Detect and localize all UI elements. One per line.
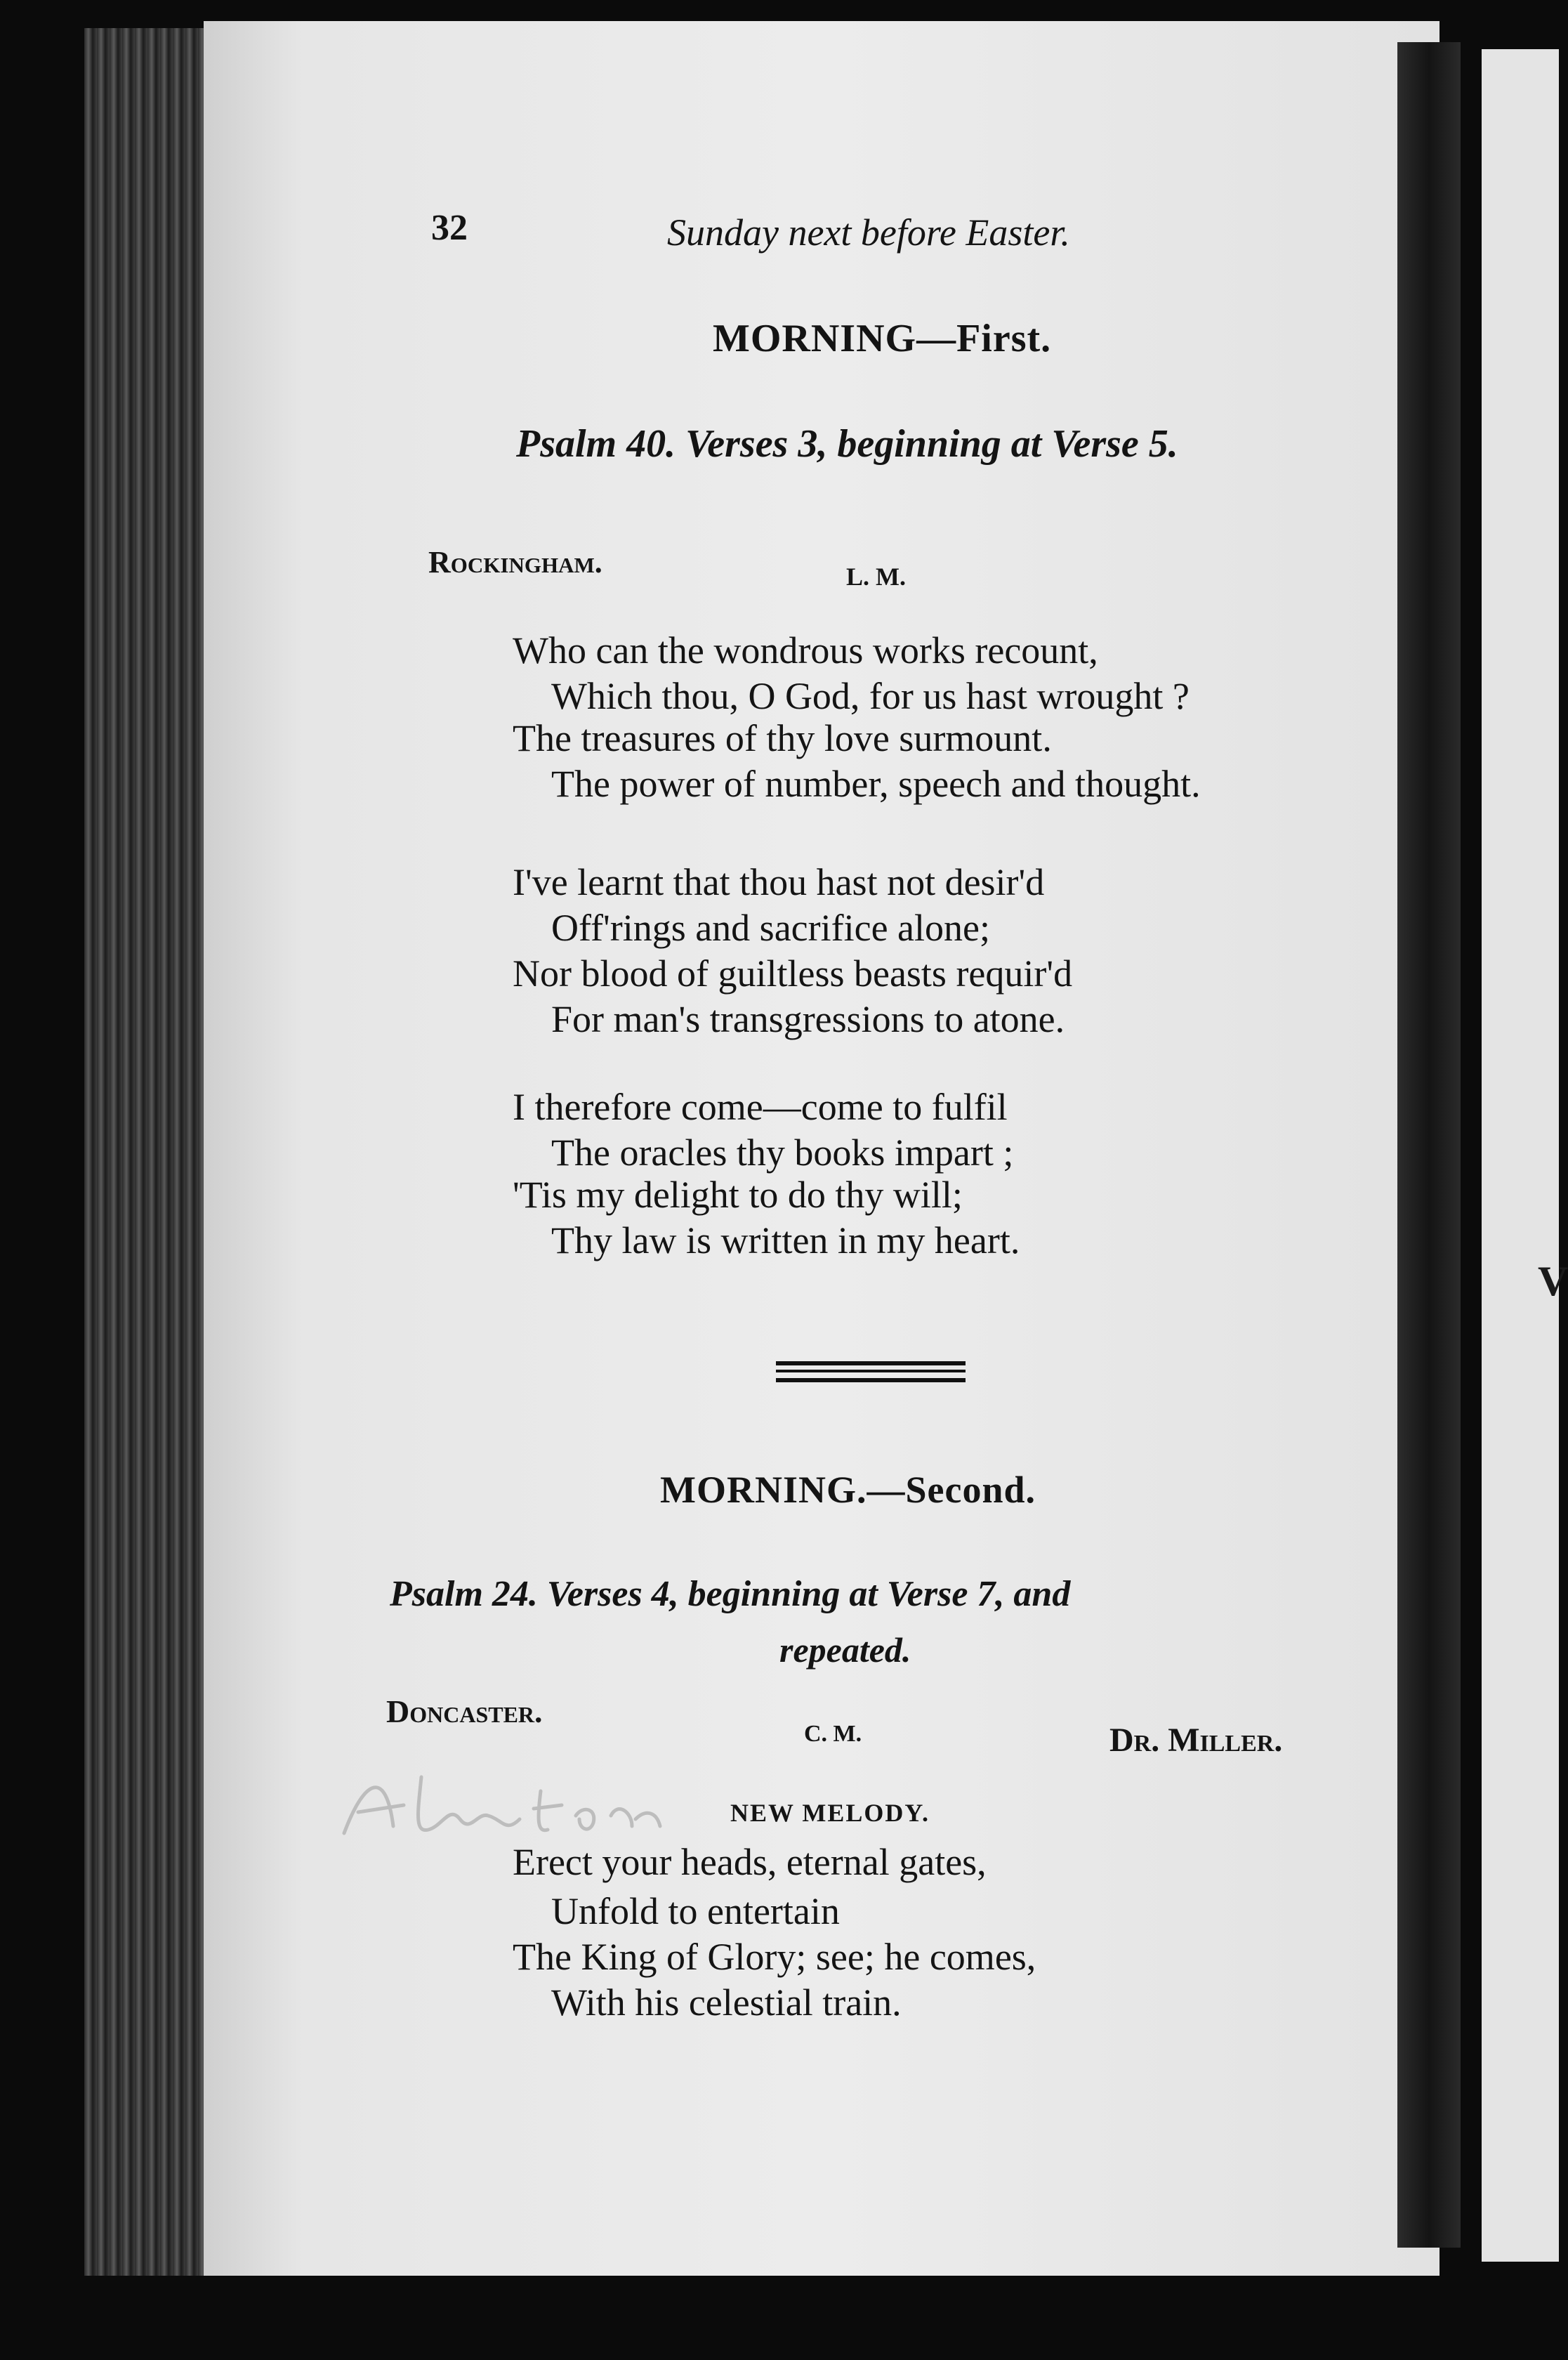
book-gutter bbox=[1397, 42, 1461, 2248]
section-divider-rule bbox=[776, 1378, 966, 1382]
facing-page-edge bbox=[1482, 49, 1559, 2262]
melody-note: NEW MELODY. bbox=[730, 1799, 930, 1827]
verse-line: Nor blood of guiltless beasts requir'd bbox=[513, 952, 1073, 995]
verse-line: Unfold to entertain bbox=[551, 1890, 840, 1932]
verse-line: Off'rings and sacrifice alone; bbox=[551, 907, 990, 949]
verse-line: I therefore come—come to fulfil bbox=[513, 1086, 1008, 1128]
verse-line: Who can the wondrous works recount, bbox=[513, 629, 1098, 671]
verse-line: 'Tis my delight to do thy will; bbox=[513, 1174, 963, 1216]
verse-line: For man's transgressions to atone. bbox=[551, 998, 1065, 1040]
verse-line: Erect your heads, eternal gates, bbox=[513, 1841, 987, 1883]
verse-line: I've learnt that thou hast not desir'd bbox=[513, 861, 1045, 903]
meter-1: L. M. bbox=[846, 563, 906, 591]
section-heading-morning-first: MORNING—First. bbox=[713, 317, 1052, 360]
verse-line: With his celestial train. bbox=[551, 1981, 902, 2024]
verse-line: The oracles thy books impart ; bbox=[551, 1132, 1014, 1174]
psalm-reference-2-continued: repeated. bbox=[779, 1630, 911, 1670]
page-number: 32 bbox=[431, 208, 468, 248]
verse-line: The King of Glory; see; he comes, bbox=[513, 1936, 1036, 1978]
composer-name: Dr. Miller. bbox=[1109, 1722, 1283, 1759]
section-divider-rule bbox=[776, 1370, 966, 1372]
facing-page-text-fragment: V bbox=[1538, 1258, 1568, 1304]
meter-2: C. M. bbox=[804, 1721, 862, 1747]
psalm-reference-2: Psalm 24. Verses 4, beginning at Verse 7, and bbox=[390, 1574, 1071, 1614]
verse-line: Which thou, O God, for us hast wrought ? bbox=[551, 675, 1190, 717]
verse-line: The treasures of thy love surmount. bbox=[513, 717, 1052, 759]
verse-line: The power of number, speech and thought. bbox=[551, 763, 1201, 805]
section-heading-morning-second: MORNING.—Second. bbox=[660, 1469, 1036, 1511]
section-divider-rule bbox=[776, 1361, 966, 1365]
tune-name-1: Rockingham. bbox=[428, 545, 602, 579]
tune-name-2: Doncaster. bbox=[386, 1693, 543, 1729]
psalm-reference-1: Psalm 40. Verses 3, beginning at Verse 5. bbox=[516, 422, 1178, 466]
running-title: Sunday next before Easter. bbox=[667, 211, 1070, 254]
verse-line: Thy law is written in my heart. bbox=[551, 1219, 1020, 1261]
